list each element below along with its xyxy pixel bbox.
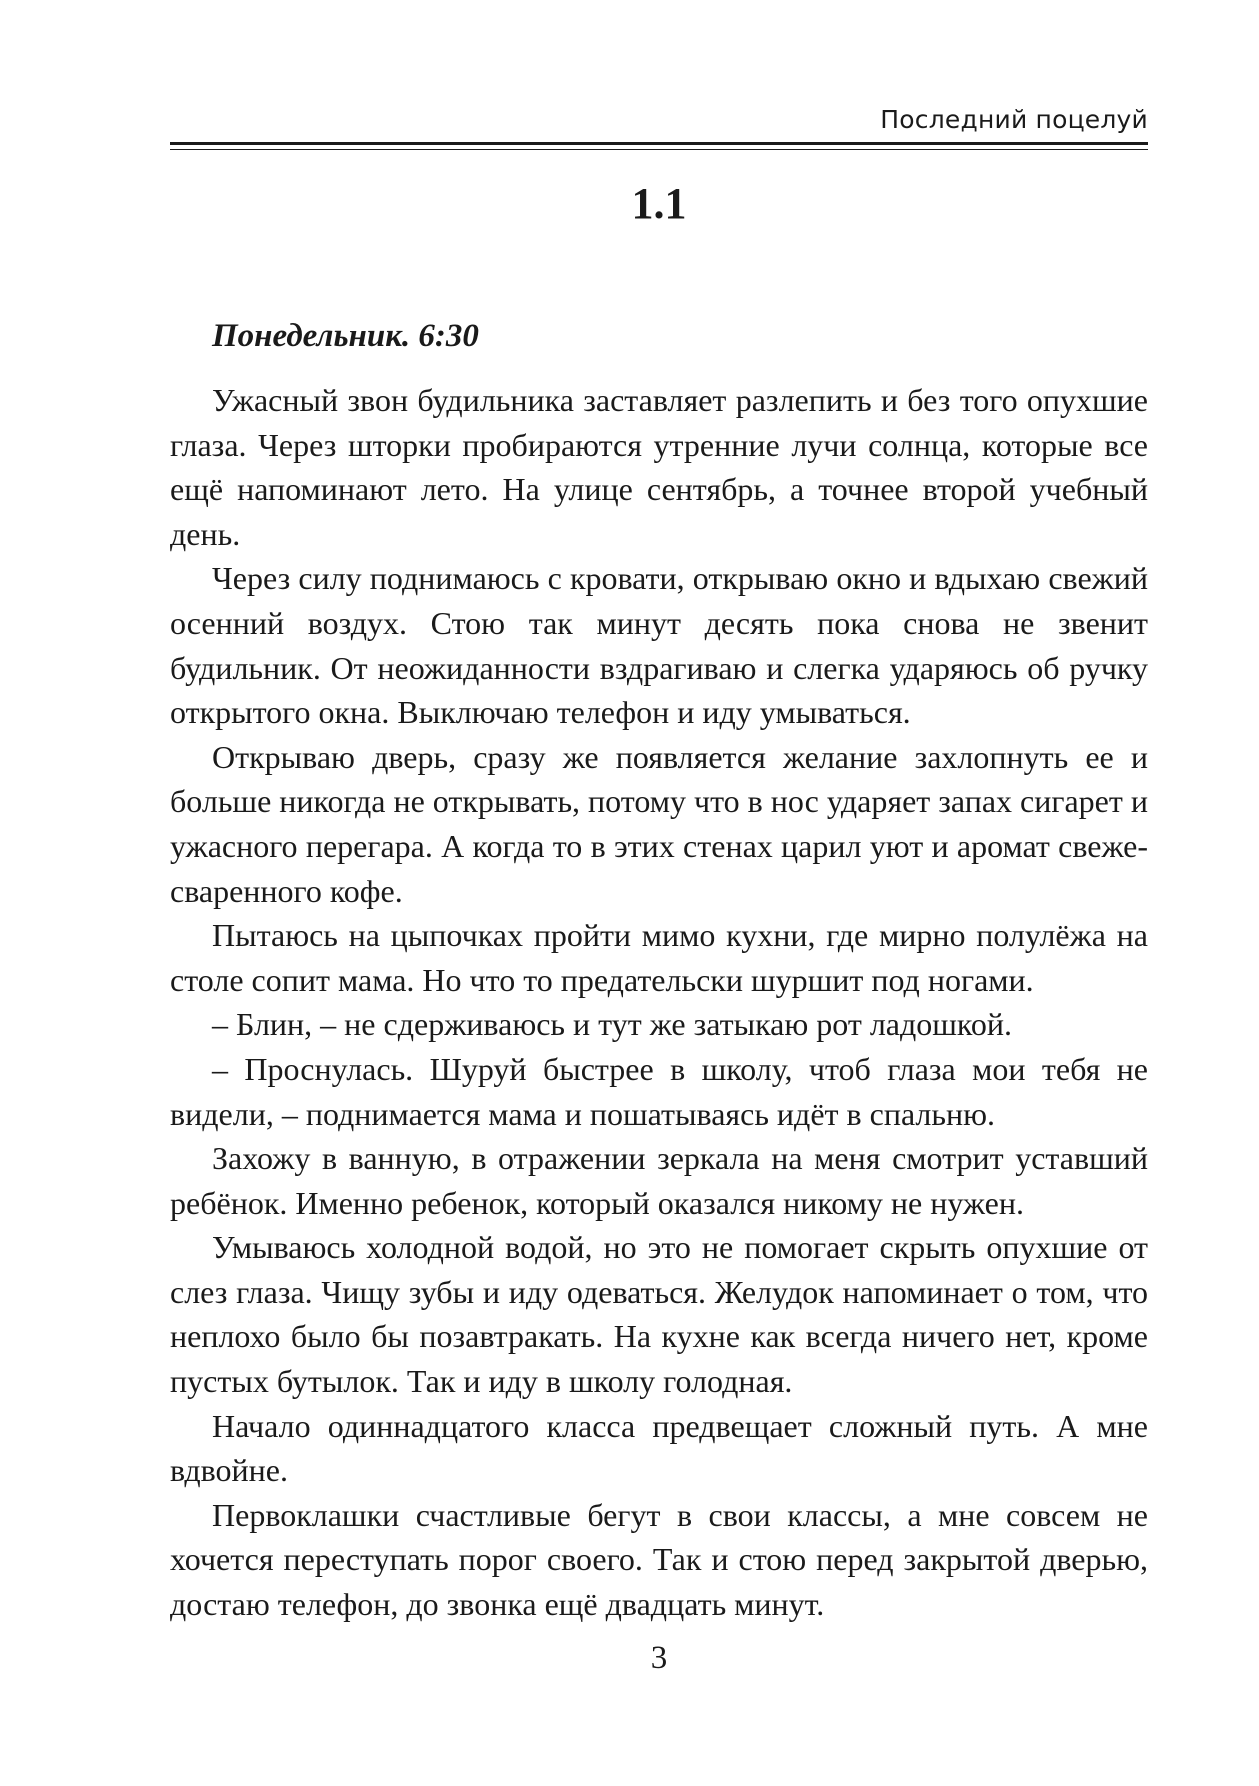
header-rule-thick xyxy=(170,142,1148,145)
paragraph: Открываю дверь, сразу же появляется желание захлопнуть ее и больше никогда не открывать, потому что в нос ударяет запах сигарет и ужасного перегара. А когда то в этих стенах царил уют и аромат свеже-сваренного кофе. xyxy=(170,738,1148,909)
header-rule-thin xyxy=(170,149,1148,150)
paragraph: Пытаюсь на цыпочках пройти мимо кухни, где мирно полулёжа на столе сопит мама. Но что то предательски шуршит под ногами. xyxy=(170,917,1148,998)
page-number: 3 xyxy=(650,1640,668,1676)
paragraph: Ужасный звон будильника заставляет разлепить и без того опухшие глаза. Через шторки пробираются утренние лучи солнца, которые все ещё напоминают лето. На улице сентябрь, а точнее второй учебный день. xyxy=(170,382,1148,552)
body-text xyxy=(170,378,1148,1627)
paragraph: – Проснулась. Шуруй быстрее в школу, чтоб глаза мои тебя не видели, – поднимается мама и пошатываясь идёт в спальню. xyxy=(170,1050,1148,1132)
paragraph: Захожу в ванную, в отражении зеркала на меня смотрит уставший ребёнок. Именно ребенок, который оказался никому не нужен. xyxy=(170,1140,1148,1221)
paragraph: Через силу поднимаюсь с кровати, открываю окно и вдыхаю свежий осенний воздух. Стою так минут десять пока снова не звенит будильник. От неожиданности вздрагиваю и слегка ударяюсь об ручку открытого окна. Выключаю телефон и иду умываться. xyxy=(170,560,1148,731)
running-title: Последний поцелуй xyxy=(880,105,1148,134)
chapter-number: 1.1 xyxy=(631,179,687,228)
paragraph: Первоклашки счастливые бегут в свои классы, а мне совсем не хочется переступать порог своего. Так и стою перед закрытой дверью, достаю телефон, до звонка ещё двадцать минут. xyxy=(170,1496,1148,1623)
paragraph: – Блин, – не сдерживаюсь и тут же затыкаю рот ладошкой. xyxy=(212,1006,1012,1043)
section-subheading: Понедельник. 6:30 xyxy=(212,318,479,354)
paragraph: Начало одиннадцатого класса предвещает сложный путь. А мне вдвойне. xyxy=(170,1407,1148,1489)
paragraph: Умываюсь холодной водой, но это не помогает скрыть опухшие от слез глаза. Чищу зубы и иду одеваться. Желудок напоминает о том, что неплохо было бы позавтракать. На кухне как всегда ничего нет, кроме пустых бутылок. Так и иду в школу голодная. xyxy=(170,1229,1148,1400)
